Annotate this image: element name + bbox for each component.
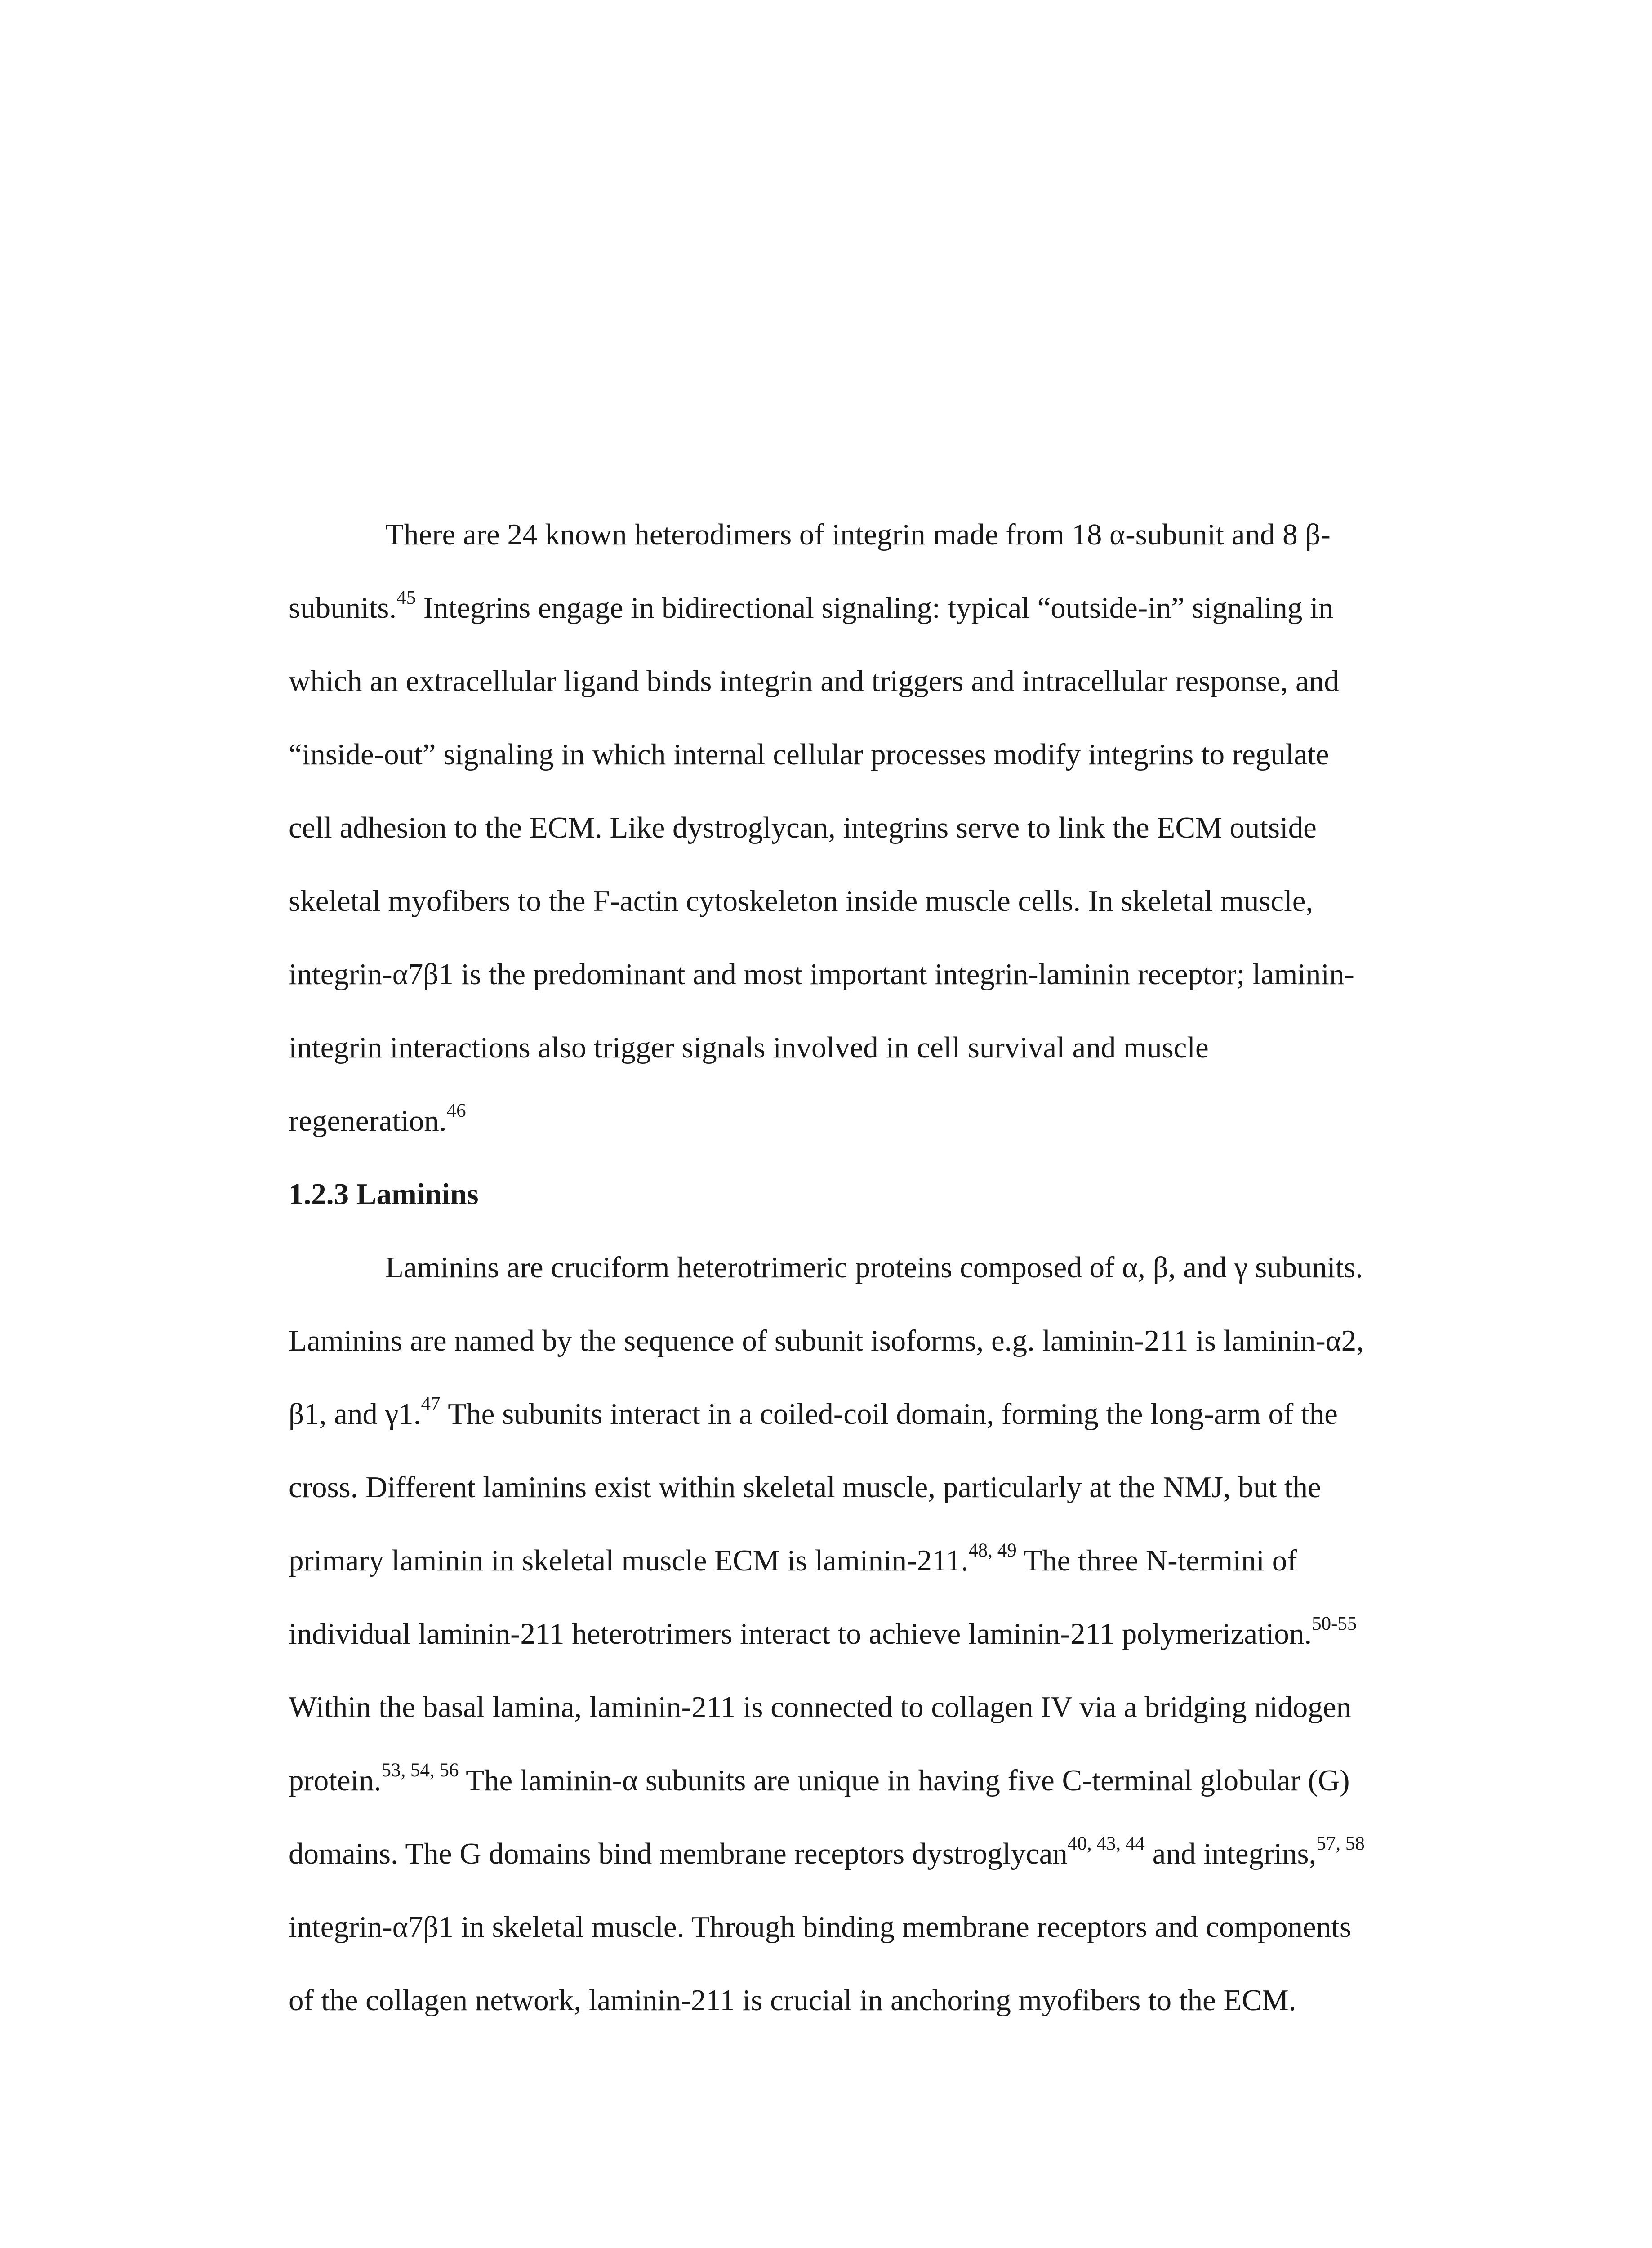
paragraph-line: integrin-α7β1 in skeletal muscle. Through binding membrane receptors and components <box>289 1910 1351 1944</box>
citation: 48, 49 <box>968 1539 1017 1561</box>
paragraph-line: domains. The G domains bind membrane receptors dystroglycan$^{40, 43, 44}$ and integrins,$^{57, 58}$ <box>289 1833 1365 1870</box>
paragraph-line: integrin interactions also trigger signals involved in cell survival and muscle <box>289 1031 1209 1064</box>
paragraph-line: subunits.$^{45}$ Integrins engage in bidirectional signaling: typical “outside-in” signaling in <box>289 587 1334 624</box>
paragraph-line: individual laminin-211 heterotrimers interact to achieve laminin-211 polymerization.$^{50-55}$ <box>289 1613 1357 1650</box>
paragraph-line: Within the basal lamina, laminin-211 is connected to collagen IV via a bridging nidogen <box>289 1690 1352 1724</box>
citation: 46 <box>446 1100 466 1121</box>
body-text <box>289 498 1430 2037</box>
citation: 57, 58 <box>1316 1833 1365 1854</box>
citation: 40, 43, 44 <box>1067 1833 1145 1854</box>
paragraph-line: primary laminin in skeletal muscle ECM is laminin-211.$^{48, 49}$ The three N-termini of <box>289 1539 1297 1577</box>
paragraph-line: cell adhesion to the ECM. Like dystroglycan, integrins serve to link the ECM outside <box>289 811 1317 844</box>
paragraph-line: which an extracellular ligand binds integrin and triggers and intracellular response, and <box>289 665 1339 698</box>
paragraph-line: Laminins are cruciform heterotrimeric proteins composed of α, β, and γ subunits. <box>385 1251 1363 1284</box>
paragraph-line: integrin-α7β1 is the predominant and most important integrin-laminin receptor; laminin- <box>289 958 1354 991</box>
citation: 47 <box>421 1393 441 1414</box>
citation: 45 <box>396 587 416 608</box>
citation: 50-55 <box>1312 1613 1357 1634</box>
paragraph-line: “inside-out” signaling in which internal cellular processes modify integrins to regulate <box>289 738 1329 771</box>
citation: 53, 54, 56 <box>381 1759 459 1781</box>
paragraph-line: Laminins are named by the sequence of subunit isoforms, e.g. laminin-211 is laminin-α2, <box>289 1324 1364 1357</box>
paragraph-line: skeletal myofibers to the F-actin cytoskeleton inside muscle cells. In skeletal muscle, <box>289 884 1314 918</box>
paragraph-line: protein.$^{53, 54, 56}$ The laminin-α subunits are unique in having five C-terminal globular (G) <box>289 1759 1350 1797</box>
paragraph-line: cross. Different laminins exist within skeletal muscle, particularly at the NMJ, but the <box>289 1471 1321 1504</box>
paragraph-line: There are 24 known heterodimers of integrin made from 18 α-subunit and 8 β- <box>385 518 1331 551</box>
section-heading: 1.2.3 Laminins <box>289 1178 479 1211</box>
paragraph-line: regeneration.$^{46}$ <box>289 1100 466 1137</box>
paragraph-line: of the collagen network, laminin-211 is crucial in anchoring myofibers to the ECM. <box>289 1984 1296 2017</box>
paragraph-line: β1, and γ1.47 The subunits interact in a coiled-coil domain, forming the long-arm of the <box>289 1393 1338 1431</box>
